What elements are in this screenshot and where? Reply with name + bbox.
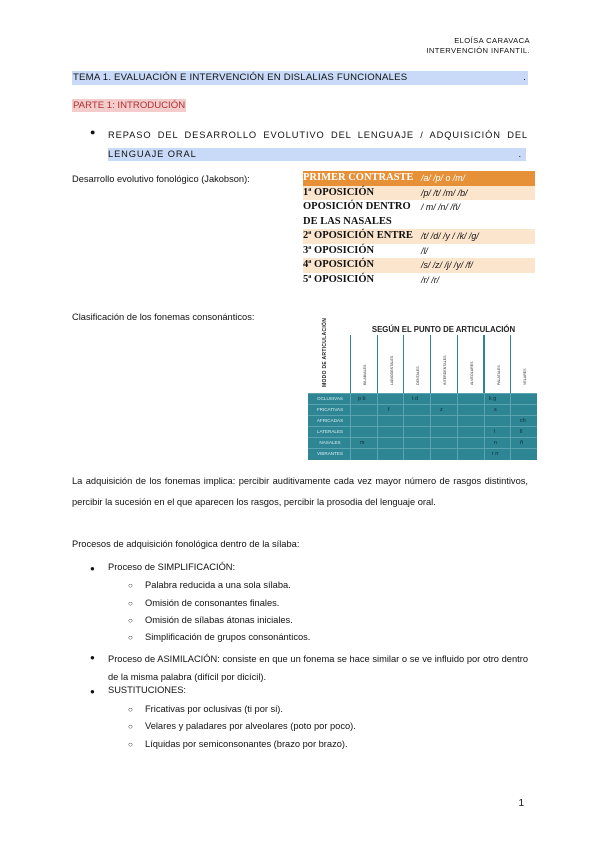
table-cell: t d (412, 396, 418, 402)
dev-row (303, 273, 535, 288)
dev-label: Desarrollo evolutivo fonológico (Jakobson): (72, 174, 250, 184)
header-author: ELOÍSA CARAVACA (454, 36, 530, 45)
table-cell: k g (489, 396, 497, 402)
dev-row (303, 200, 535, 215)
table-cell: n (494, 440, 497, 446)
dev-row-value: /s/ /z/ /j/ /y/ /f/ (421, 260, 473, 270)
sub-bullet-icon: ○ (128, 740, 133, 749)
row-label: OCLUSIVAS (317, 396, 343, 401)
adquisicion-paragraph: La adquisición de los fonemas implica: percibir auditivamente cada vez mayor número de rasgos distintivos, percibir la sucesión en el que aparecen los rasgos, percibir la prosodia del lenguaje oral. (72, 476, 528, 507)
sub-bullet-icon: ○ (128, 633, 133, 642)
table-row (308, 426, 537, 437)
page-number: 1 (518, 798, 524, 809)
sustituciones-title: SUSTITUCIONES: (108, 685, 186, 695)
dev-row-label: 2ª OPOSICIÓN ENTRE (303, 230, 413, 241)
list-item: Líquidas por semiconsonantes (brazo por brazo). (145, 739, 348, 749)
repaso-heading (108, 125, 528, 161)
table-cell: s (494, 407, 497, 413)
title-end: . (523, 72, 526, 83)
column-header-text: BILABIALES (363, 364, 367, 385)
table-cell: z (440, 407, 443, 413)
row-label: VIBRANTES (316, 451, 344, 456)
dev-row-value: /p/ /t/ /m/ /b/ (421, 187, 468, 198)
column-header (377, 335, 404, 393)
header-course: INTERVENCIÓN INFANTIL. (426, 46, 530, 55)
class-label: Clasificación de los fonemas consonánticos: (72, 312, 255, 322)
simplificacion-title: Proceso de SIMPLIFICACIÓN: (108, 562, 236, 572)
dev-row-value: /a/ /p/ o /m/ (421, 173, 466, 183)
dev-row-label: 4ª OPOSICIÓN (303, 259, 375, 270)
repaso-line2-end: . (518, 149, 522, 159)
procesos-label: Procesos de adquisición fonológica dentro de la sílaba: (72, 539, 300, 549)
row-label: NASALES (319, 440, 341, 445)
table-cell: r rr (492, 451, 499, 457)
repaso-line2-text: LENGUAJE ORAL (108, 149, 197, 159)
dev-row-label: 1ª OPOSICIÓN (303, 186, 375, 198)
row-header-text: MODO DE ARTICULACIÓN (322, 317, 328, 387)
bullet-icon: ● (90, 687, 95, 696)
table-cell: m (360, 440, 365, 446)
dev-row (303, 244, 535, 259)
bullet-icon: ● (90, 653, 95, 662)
sub-bullet-icon: ○ (128, 599, 133, 608)
bullet-icon: ● (90, 127, 96, 137)
table-cell: ch (520, 418, 526, 424)
row-header-cell (308, 307, 350, 393)
column-header-text: DENTALES (416, 366, 421, 385)
table-row (308, 415, 537, 426)
table-row (308, 393, 537, 404)
dev-row-label: PRIMER CONTRASTE (303, 172, 414, 183)
top-header-cell (350, 307, 537, 335)
asimilacion-item: Proceso de ASIMILACIÓN: consiste en que un fonema se hace similar o se ve influido por otro dentro de la misma palabra (difícil por dicícil). (108, 654, 528, 682)
list-item: Simplificación de grupos consonánticos. (145, 632, 311, 642)
dev-row-label: 5ª OPOSICIÓN (303, 273, 375, 285)
column-header-text: INTERDENTALES (443, 355, 448, 385)
sub-bullet-icon: ○ (128, 616, 133, 625)
table-row (308, 437, 537, 448)
dev-row (303, 258, 535, 273)
column-header-text: PALATALES (496, 365, 501, 385)
repaso-line1: REPASO DEL DESARROLLO EVOLUTIVO DEL LENGUAJE / ADQUISICIÓN DEL (108, 130, 528, 140)
table-cell: ll (520, 429, 523, 435)
list-item: Palabra reducida a una sola sílaba. (145, 580, 291, 590)
column-header (457, 335, 484, 393)
list-item: Velares y paladares por alveolares (poto por poco). (145, 721, 356, 731)
column-header (484, 335, 511, 393)
repaso-line2 (108, 148, 526, 161)
column-header (403, 335, 430, 393)
title-text: TEMA 1. EVALUACIÓN E INTERVENCIÓN EN DISLALIAS FUNCIONALES (73, 72, 408, 83)
column-header (510, 335, 537, 393)
dev-row (303, 215, 535, 230)
dev-row-value: /t/ /d/ /y / /k/ /g/ (421, 231, 479, 241)
row-label: LATERALES (316, 429, 344, 434)
list-item: Omisión de sílabas átonas iniciales. (145, 615, 293, 625)
part-heading: PARTE 1: INTRODUCIÓN (73, 100, 186, 111)
page-header (426, 36, 530, 56)
sub-bullet-icon: ○ (128, 705, 133, 714)
sub-bullet-icon: ○ (128, 722, 133, 731)
bullet-icon: ● (90, 564, 95, 573)
list-item: Omisión de consonantes finales. (145, 598, 280, 608)
sub-bullet-icon: ○ (128, 581, 133, 590)
dev-row-label: 3ª OPOSICIÓN (303, 244, 375, 256)
document-title (72, 71, 528, 85)
column-header-text: LABIODENTALES (389, 355, 394, 385)
consonant-classification-table (308, 307, 537, 460)
table-row (308, 448, 537, 459)
dev-row-value: /r/ /r/ (421, 274, 440, 285)
dev-row-label: OPOSICIÓN DENTRO (303, 201, 411, 212)
column-header-text: VELARES (523, 368, 528, 385)
table-cell: p b (358, 396, 366, 402)
row-label: FRICATIVAS (316, 407, 344, 412)
row-label: AFRICADAS (316, 418, 344, 423)
jakobson-table (303, 171, 535, 287)
dev-row-value: /l/ (421, 245, 428, 256)
table-cell: f (388, 407, 390, 413)
column-header (430, 335, 457, 393)
table-cell: ñ (520, 440, 523, 446)
dev-row-value: / m/ /n/ /ñ/ (421, 202, 461, 212)
dev-row (303, 229, 535, 244)
top-header-text: SEGÚN EL PUNTO DE ARTICULACIÓN (371, 325, 516, 334)
column-header-text: ALVEOLARES (469, 361, 474, 385)
table-row (308, 404, 537, 415)
dev-row (303, 186, 535, 201)
list-item: Fricativas por oclusivas (ti por si). (145, 704, 283, 714)
dev-row-label: DE LAS NASALES (303, 215, 392, 227)
table-cell: l (494, 429, 496, 435)
column-header (350, 335, 377, 393)
dev-row-value (421, 215, 535, 230)
dev-row (303, 171, 535, 186)
